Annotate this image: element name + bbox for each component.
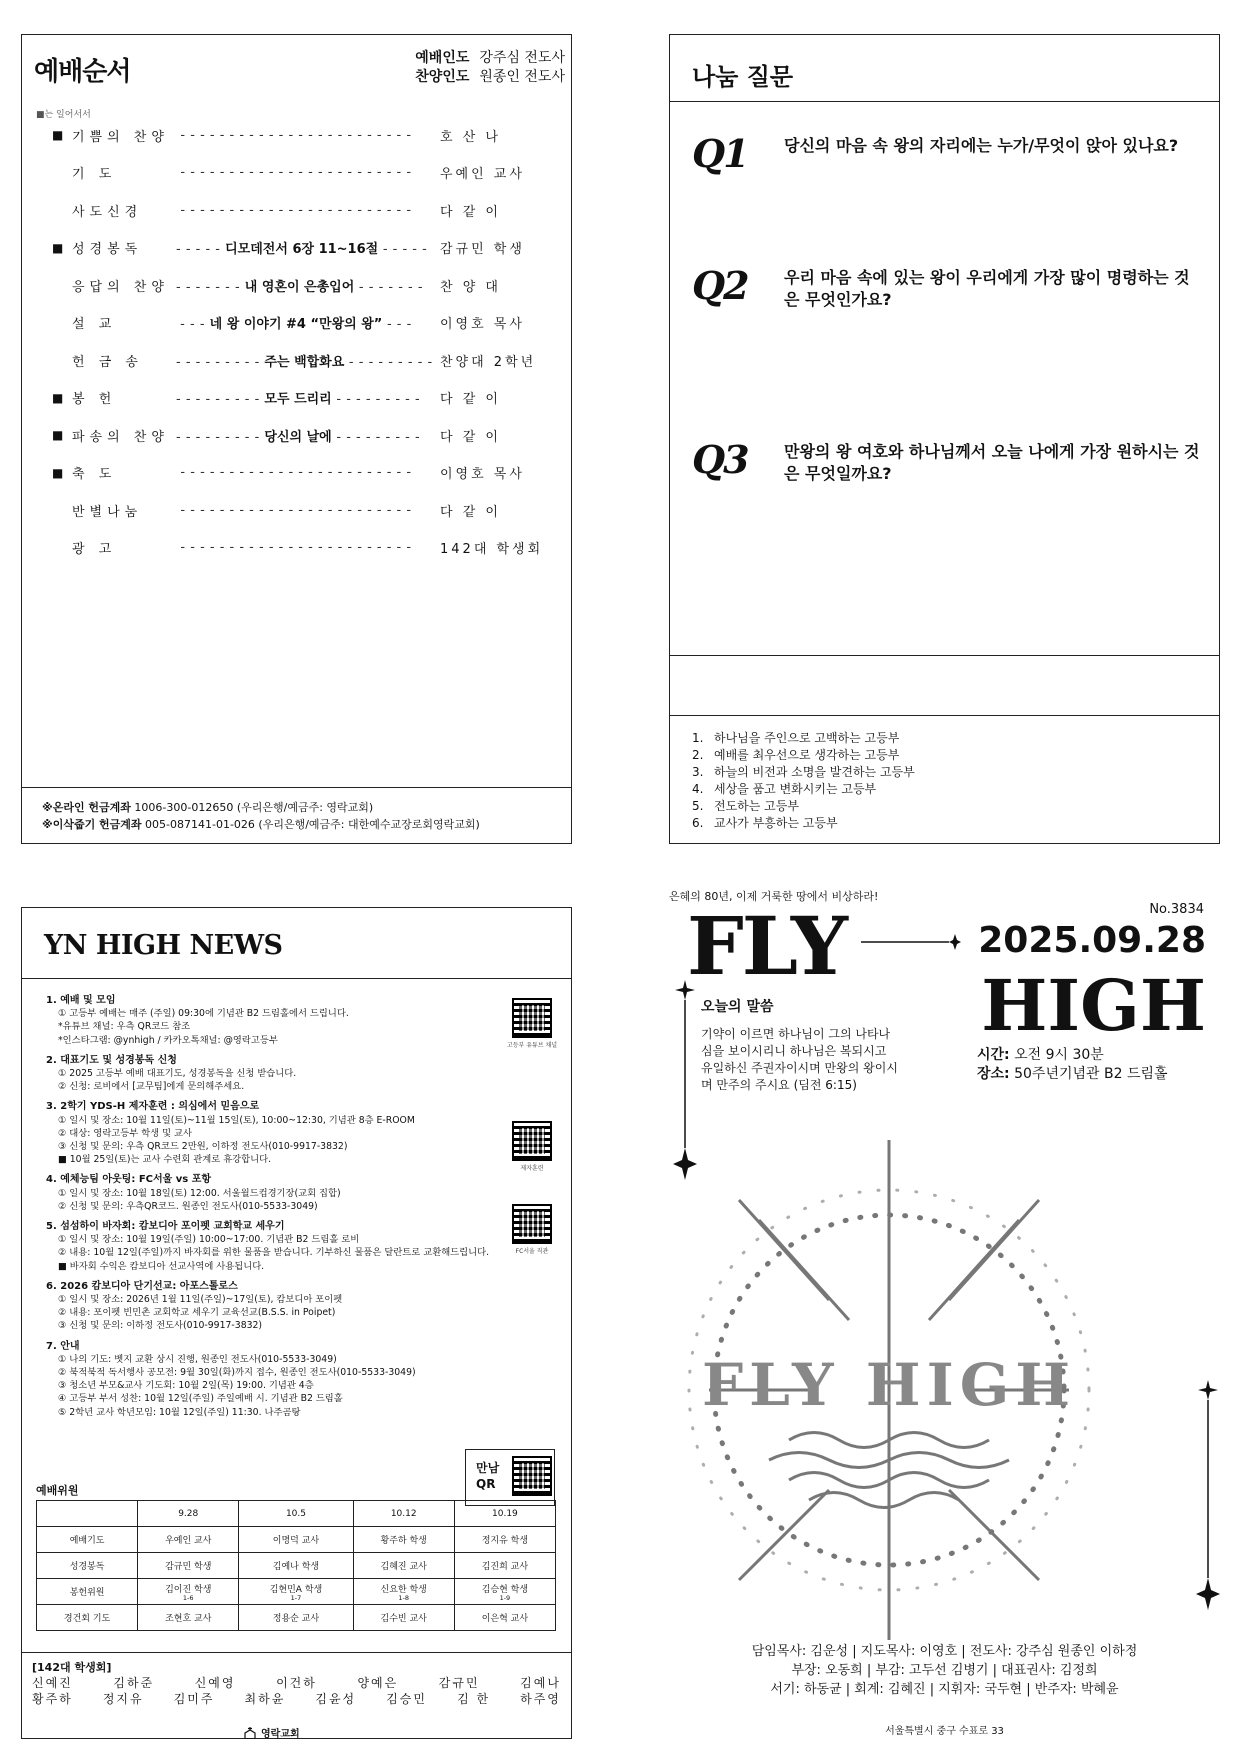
- duty-header-cell: 10.19: [454, 1501, 555, 1527]
- arrow-line-decoration: [861, 932, 961, 952]
- question-2: [692, 263, 1204, 311]
- account-label: ※이삭줍기 헌금계좌: [42, 818, 142, 831]
- news-title: YN HIGH NEWS: [44, 930, 283, 961]
- council-names: [32, 1691, 561, 1707]
- news-item-line: ① 일시 및 장소: 2026년 1월 11일(주일)~17일(토), 캄보디아 포이펫: [58, 1294, 343, 1306]
- news-item: [46, 1220, 526, 1273]
- todays-word-text: 기약이 이르면 하나님이 그의 나타나심을 보이시리니 하나님은 복되시고 유일하신 주권자이시며 만왕의 왕이시며 만주의 주시요 (딤전 6:15): [701, 1027, 898, 1092]
- news-items: [46, 994, 526, 1426]
- sharing-title: 나눔 질문: [692, 63, 794, 91]
- standing-mark: ■: [52, 465, 64, 480]
- worship-item-detail: - - - - - - - - - 당신의 날에 - - - - - - - - -: [176, 429, 421, 445]
- council-member: 감규민: [438, 1676, 480, 1690]
- council-member: 김 한: [457, 1692, 491, 1706]
- worship-item-leader: 이영호 목사: [440, 467, 525, 482]
- worship-item-leader: 이영호 목사: [440, 317, 525, 332]
- council-member: 하주영: [520, 1692, 561, 1706]
- church-logo-text: 영락교회: [261, 1729, 300, 1740]
- divider: [22, 978, 571, 979]
- duty-cell: 예배기도: [37, 1527, 138, 1553]
- staff-line: 부장: 오동희 | 부감: 고두선 김병기 | 대표권사: 김정희: [791, 1663, 1098, 1678]
- fc-seoul-qr-code[interactable]: [512, 1204, 552, 1244]
- duty-cell: 이은혁 교사: [454, 1605, 555, 1631]
- council-title: [142대 학생회]: [32, 1661, 112, 1674]
- leader-role: 찬양인도: [415, 69, 470, 85]
- question-label: Q1: [692, 131, 748, 176]
- duty-cell: 김혜진 교사: [353, 1553, 454, 1579]
- cover-date: 2025.09.28: [978, 920, 1206, 961]
- worship-row: [52, 275, 562, 295]
- duty-cell: 김이진 학생 1-6: [138, 1579, 239, 1605]
- worship-item-detail: - - - - - - - - - 주는 백합화요 - - - - - - - - -: [176, 354, 433, 370]
- duty-header-cell: [37, 1501, 138, 1527]
- news-item-title: 7. 안내: [46, 1340, 80, 1352]
- cover-high: HIGH: [981, 964, 1206, 1047]
- worship-item-leader: 우예인 교사: [440, 167, 525, 182]
- news-item-line: ② 대상: 영락고등부 학생 및 교사: [58, 1127, 193, 1139]
- news-item-line: ② 내용: 10월 12일(주일)까지 바자회를 위한 물품을 받습니다. 기부하신 물품은 달란트로 교환해드립니다.: [58, 1247, 490, 1259]
- duty-header-row: [37, 1501, 556, 1527]
- council-names: [32, 1675, 561, 1691]
- duty-table: [36, 1500, 556, 1631]
- todays-word-title: 오늘의 말씀: [701, 999, 774, 1015]
- news-item-line: ① 고등부 예배는 매주 (주일) 09:30에 기념관 B2 드림홀에서 드립니다.: [58, 1008, 349, 1020]
- council-member: 양예은: [357, 1676, 399, 1690]
- news-item-line: ① 일시 및 장소: 10월 19일(주일) 10:00~17:00. 기념관 B2 드림홀 로비: [58, 1234, 360, 1246]
- divider: [670, 655, 1219, 656]
- emblem-text: FLY HIGH: [701, 1351, 1077, 1419]
- service-place: 50주년기념관 B2 드림홀: [1014, 1066, 1168, 1082]
- news-item-line: ③ 신청 및 문의: 이하정 전도사(010-9917-3832): [58, 1320, 263, 1332]
- duty-cell: 이명덕 교사: [239, 1527, 353, 1553]
- meeting-qr-code[interactable]: [512, 1456, 552, 1496]
- worship-item-name: 사도신경: [72, 204, 143, 220]
- staff-credits: [669, 1642, 1220, 1699]
- worship-item-detail: - - - - - - - - - - - - - - - - - - - - - - - -: [180, 502, 412, 518]
- news-item-line: ② 신청: 로비에서 [교무팀]에게 문의해주세요.: [58, 1081, 245, 1093]
- duty-cell: 조현호 교사: [138, 1605, 239, 1631]
- news-item-line: ① 나의 기도: 벳지 교환 상시 진행, 원종인 전도사(010-5533-3049): [58, 1353, 337, 1365]
- duty-cell: 봉헌위원: [37, 1579, 138, 1605]
- worship-item-name: 봉 헌: [72, 392, 117, 407]
- news-item-line: ② 신청 및 문의: 우측QR코드. 원종인 전도사(010-5533-3049): [58, 1200, 318, 1212]
- worship-row: [52, 313, 562, 333]
- meeting-qr-box[interactable]: [465, 1449, 555, 1506]
- cover-fly: FLY: [687, 899, 847, 993]
- council-member: 정지유: [102, 1692, 144, 1706]
- standing-note: ■는 일어서서: [36, 110, 91, 120]
- news-item-line: ② 북적북적 독서행사 공모전: 9월 30일(화)까지 접수, 원종인 전도사(010-5533-3049): [58, 1367, 416, 1379]
- worship-item-name: 파송의 찬양: [72, 429, 169, 445]
- duty-cell: 김수빈 교사: [353, 1605, 454, 1631]
- fly-high-emblem: [679, 1140, 1099, 1640]
- worship-order-title: 예배순서: [34, 57, 131, 87]
- question-label: Q3: [692, 437, 748, 482]
- youtube-qr-code[interactable]: [512, 998, 552, 1038]
- news-item-line: ① 일시 및 장소: 10월 11일(토)~11월 15일(토), 10:00~12:30, 기념관 8층 E-ROOM: [58, 1114, 415, 1126]
- news-item-title: 4. 예체능팀 아웃팅: FC서울 vs 포항: [46, 1174, 212, 1186]
- worship-item-leader: 찬양대 2학년: [440, 354, 537, 370]
- duty-row: [37, 1527, 556, 1553]
- worship-item-leader: 감규민 학생: [440, 242, 525, 257]
- news-item-title: 2. 대표기도 및 성경봉독 신청: [46, 1054, 177, 1066]
- qr-caption: 제자훈련: [520, 1165, 544, 1172]
- worship-row: [52, 163, 562, 183]
- worship-row: [52, 125, 562, 145]
- offering-accounts: [42, 799, 480, 833]
- worship-item-detail: - - - - - - - - - - - - - - - - - - - - - - - -: [180, 540, 412, 555]
- worship-item-name: 기 도: [72, 167, 117, 182]
- news-item-title: 3. 2학기 YDS-H 제자훈련 : 의심에서 믿음으로: [46, 1101, 260, 1113]
- news-item-line: ② 내용: 포이펫 빈민촌 교회학교 세우기 교육선교(B.S.S. in Poipet): [58, 1307, 336, 1319]
- worship-item-name: 광 고: [72, 542, 117, 557]
- sharing-panel: [669, 34, 1220, 844]
- news-item-title: 1. 예배 및 모임: [46, 995, 116, 1006]
- council-member: 황주하: [32, 1692, 73, 1706]
- duty-cell: 감규민 학생: [138, 1553, 239, 1579]
- duty-cell: 김진희 교사: [454, 1553, 555, 1579]
- duty-cell: 정용순 교사: [239, 1605, 353, 1631]
- news-item-line: ■ 바자회 수익은 캄보디아 선교사역에 사용됩니다.: [58, 1260, 265, 1272]
- worship-item-detail: - - - 네 왕 이야기 #4 “만왕의 왕” - - -: [180, 317, 412, 332]
- time-label: 시간:: [977, 1047, 1010, 1063]
- duty-row: [37, 1579, 556, 1605]
- duty-row: [37, 1605, 556, 1631]
- worship-item-name: 헌 금 송: [72, 354, 143, 370]
- service-time-place: [977, 1046, 1168, 1084]
- duty-header-cell: 9.28: [138, 1501, 239, 1527]
- question-1: [692, 131, 1204, 176]
- standing-mark: ■: [52, 128, 64, 142]
- duty-cell: 신요한 학생 1-8: [353, 1579, 454, 1605]
- account-number: 1006-300-012650 (우리은행/예금주: 영락교회): [134, 801, 374, 814]
- duty-cell: 경건회 기도: [37, 1605, 138, 1631]
- duty-row: [37, 1553, 556, 1579]
- goal-item: 5. 전도하는 고등부: [692, 799, 799, 813]
- news-item-title: 5. 섬섬하이 바자회: 캄보디아 포이펫 교회학교 세우기: [46, 1221, 285, 1233]
- question-3: [692, 437, 1204, 485]
- church-icon: [243, 1727, 257, 1739]
- duty-cell: 김예나 학생: [239, 1553, 353, 1579]
- worship-item-detail: - - - - - 디모데전서 6장 11~16절 - - - - -: [176, 242, 428, 257]
- goal-item: 2. 예배를 최우선으로 생각하는 고등부: [692, 748, 900, 762]
- council-member: 김예나: [520, 1676, 561, 1690]
- worship-item-leader: 다 같 이: [440, 429, 501, 445]
- council-member: 김미주: [173, 1692, 215, 1706]
- council-member: 김하준: [113, 1676, 155, 1690]
- duty-cell: 성경봉독: [37, 1553, 138, 1579]
- news-item: [46, 1340, 526, 1419]
- leader-name: 원종인 전도사: [479, 69, 565, 85]
- worship-item-leader: 호 산 나: [440, 129, 501, 145]
- place-label: 장소:: [977, 1066, 1010, 1082]
- worship-item-leader: 142대 학생회: [440, 542, 544, 557]
- news-item-line: ■ 10월 25일(토)는 교사 수련회 관계로 휴강합니다.: [58, 1154, 272, 1166]
- account-label: ※온라인 헌금계좌: [42, 801, 131, 814]
- duty-cell: 김승현 학생 1-9: [454, 1579, 555, 1605]
- worship-item-detail: - - - - - - - - - - - - - - - - - - - - - - - -: [180, 165, 412, 180]
- leader-name: 강주심 전도사: [479, 50, 565, 66]
- duty-cell: 우예인 교사: [138, 1527, 239, 1553]
- worship-row: [52, 350, 562, 370]
- worship-row: [52, 388, 562, 408]
- church-logo: [243, 1725, 300, 1740]
- worship-item-leader: 찬 양 대: [440, 279, 501, 295]
- goal-item: 3. 하늘의 비전과 소명을 발견하는 고등부: [692, 765, 915, 779]
- church-address: 서울특별시 중구 수표로 33: [885, 1726, 1004, 1737]
- discipleship-qr-code[interactable]: [512, 1121, 552, 1161]
- news-item-line: ③ 신청 및 문의: 우측 QR코드 2만원, 이하정 전도사(010-9917-3832): [58, 1141, 348, 1153]
- council-member: 김윤성: [315, 1692, 357, 1706]
- worship-item-name: 반별나눔: [72, 504, 143, 520]
- news-item: [46, 994, 526, 1047]
- goal-item: 4. 세상을 품고 변화시키는 고등부: [692, 782, 877, 796]
- worship-item-leader: 다 같 이: [440, 392, 501, 407]
- news-item-line: ⑤ 2학년 교사 학년모임: 10월 12일(주일) 11:30. 나주곰탕: [58, 1406, 301, 1418]
- duty-cell: 황주하 학생: [353, 1527, 454, 1553]
- news-item-line: ① 일시 및 장소: 10월 18일(토) 12:00. 서울월드컵경기장(교회 집합): [58, 1187, 341, 1199]
- goal-item: 1. 하나님을 주인으로 고백하는 고등부: [692, 731, 900, 745]
- cover-tagline: 은혜의 80년, 이제 거룩한 땅에서 비상하라!: [669, 890, 879, 903]
- worship-row: [52, 200, 562, 220]
- worship-row: [52, 538, 562, 558]
- qr-caption: 고등부 유튜브 채널: [506, 1042, 558, 1049]
- divider: [670, 101, 1219, 102]
- duty-cell: 김현민A 학생 1-7: [239, 1579, 353, 1605]
- worship-row: [52, 238, 562, 258]
- worship-order-panel: [21, 34, 572, 844]
- council-member: 이건하: [276, 1676, 317, 1690]
- news-item: [46, 1100, 526, 1166]
- leader-role: 예배인도: [415, 50, 470, 66]
- worship-leaders: [415, 49, 565, 87]
- news-item: [46, 1054, 526, 1094]
- worship-item-detail: - - - - - - - - - - - - - - - - - - - - - - - -: [180, 202, 412, 218]
- standing-mark: ■: [52, 428, 64, 442]
- question-text: 당신의 마음 속 왕의 자리에는 누가/무엇이 앉아 있나요?: [784, 136, 1179, 155]
- sparkle-line-decoration: [1196, 1380, 1220, 1610]
- news-item-line: ④ 고등부 부서 성찬: 10월 12일(주일) 주일예배 시. 기념관 B2 드림홀: [58, 1393, 343, 1405]
- worship-item-name: 기쁨의 찬양: [72, 129, 169, 145]
- worship-row: [52, 500, 562, 520]
- council-member: 신예영: [194, 1676, 236, 1690]
- news-item-line: *인스타그램: @ynhigh / 카카오톡채널: @영락고등부: [58, 1034, 278, 1046]
- department-goals: [692, 730, 915, 832]
- news-item-line: *유튜브 채널: 우측 QR코드 참조: [58, 1021, 191, 1033]
- question-label: Q2: [692, 263, 748, 308]
- standing-mark: ■: [52, 390, 64, 405]
- issue-number: No.3834: [1149, 902, 1204, 917]
- question-text: 우리 마음 속에 있는 왕이 우리에게 가장 많이 명령하는 것은 무엇인가요?: [784, 268, 1190, 309]
- worship-item-detail: - - - - - - - - - - - - - - - - - - - - - - - -: [180, 127, 412, 143]
- meeting-qr-label: 만남 QR: [476, 1461, 500, 1491]
- duty-title: 예배위원: [36, 1484, 79, 1497]
- worship-row: [52, 425, 562, 445]
- qr-caption: FC서울 직관: [515, 1248, 549, 1255]
- council-member: 신예진: [32, 1676, 73, 1690]
- news-item-line: ① 2025 고등부 예배 대표기도, 성경봉독을 신청 받습니다.: [58, 1068, 297, 1080]
- cover-panel: [669, 880, 1220, 1753]
- duty-cell: 정지유 학생: [454, 1527, 555, 1553]
- news-item-title: 6. 2026 캄보디아 단기선교: 아포스톨로스: [46, 1280, 238, 1292]
- duty-header-cell: 10.5: [239, 1501, 353, 1527]
- worship-item-name: 축 도: [72, 467, 117, 482]
- standing-mark: ■: [52, 240, 64, 255]
- council-member: 김승민: [386, 1692, 427, 1706]
- question-text: 만왕의 왕 여호와 하나님께서 오늘 나에게 가장 원하시는 것은 무엇일까요?: [784, 442, 1200, 483]
- worship-item-name: 성경봉독: [72, 242, 143, 257]
- news-item-line: ③ 청소년 부모&교사 기도회: 10월 2일(목) 19:00. 기념관 4층: [58, 1380, 314, 1392]
- worship-item-detail: - - - - - - - - - - - - - - - - - - - - - - - -: [180, 465, 412, 480]
- council-member: 최하윤: [244, 1692, 286, 1706]
- service-time: 오전 9시 30분: [1014, 1047, 1104, 1063]
- worship-item-leader: 다 같 이: [440, 504, 501, 520]
- worship-row: [52, 463, 562, 483]
- staff-line: 서기: 하동균 | 회계: 김혜진 | 지휘자: 국두현 | 반주자: 박혜윤: [770, 1682, 1119, 1697]
- worship-item-detail: - - - - - - - 내 영혼이 은총입어 - - - - - - -: [176, 279, 424, 295]
- goal-item: 6. 교사가 부흥하는 고등부: [692, 816, 838, 830]
- news-item: [46, 1173, 526, 1213]
- news-panel: [21, 907, 572, 1739]
- staff-line: 담임목사: 김운성 | 지도목사: 이영호 | 전도사: 강주심 원종인 이하정: [751, 1644, 1138, 1659]
- worship-item-leader: 다 같 이: [440, 204, 501, 220]
- worship-item-name: 응답의 찬양: [72, 279, 169, 295]
- divider: [670, 715, 1219, 716]
- worship-item-name: 설 교: [72, 317, 117, 332]
- worship-item-detail: - - - - - - - - - 모두 드리리 - - - - - - - - -: [176, 392, 421, 407]
- duty-header-cell: 10.12: [353, 1501, 454, 1527]
- news-item: [46, 1280, 526, 1333]
- student-council: [22, 1652, 571, 1707]
- account-number: 005-087141-01-026 (우리은행/예금주: 대한예수교장로회영락교회): [145, 818, 480, 831]
- divider: [22, 787, 571, 788]
